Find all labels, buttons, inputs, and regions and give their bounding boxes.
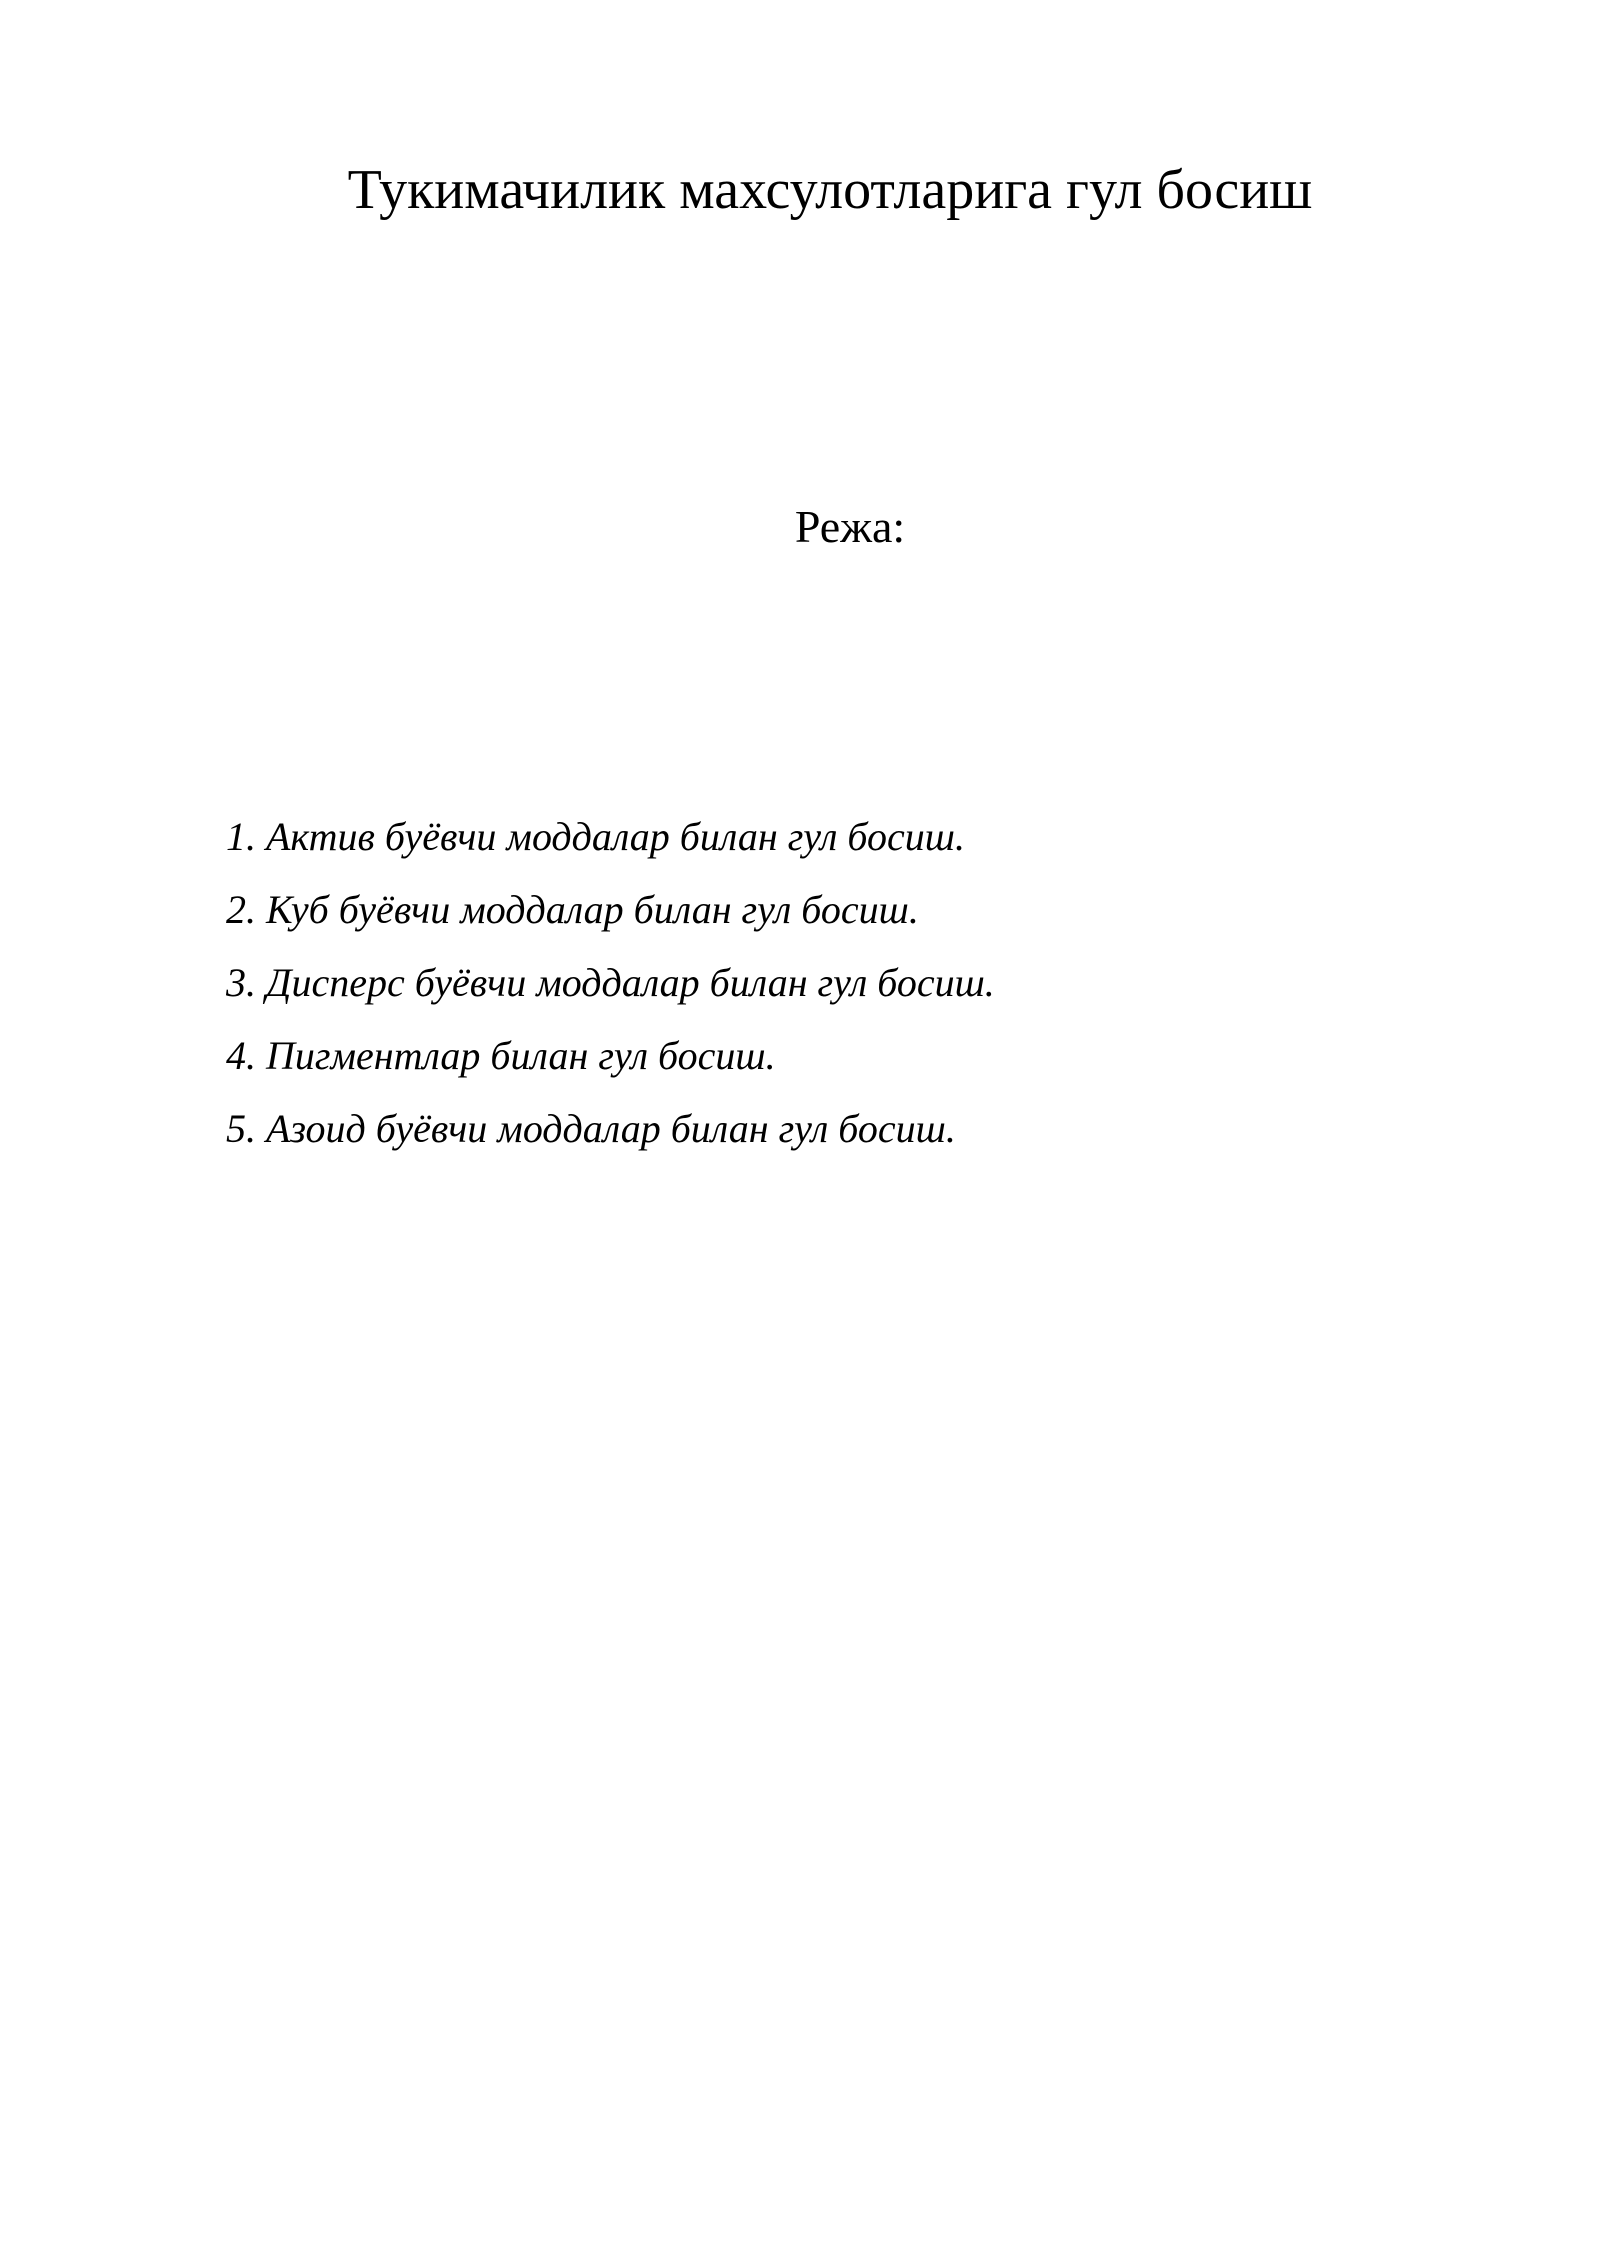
plan-item: 3. Дисперс буёвчи моддалар билан гул босиш. (226, 960, 995, 1005)
plan-item: 5. Азоид буёвчи моддалар билан гул босиш. (226, 1106, 956, 1151)
plan-item: 2. Куб буёвчи моддалар билан гул босиш. (226, 887, 919, 932)
plan-item: 1. Актив буёвчи моддалар билан гул босиш. (226, 814, 965, 859)
plan-item: 4. Пигментлар билан гул босиш. (226, 1033, 776, 1078)
plan-heading: Режа: (794, 501, 906, 552)
document-title: Тукимачилик махсулотларига гул босиш (347, 159, 1313, 221)
plan-list (226, 800, 995, 1165)
